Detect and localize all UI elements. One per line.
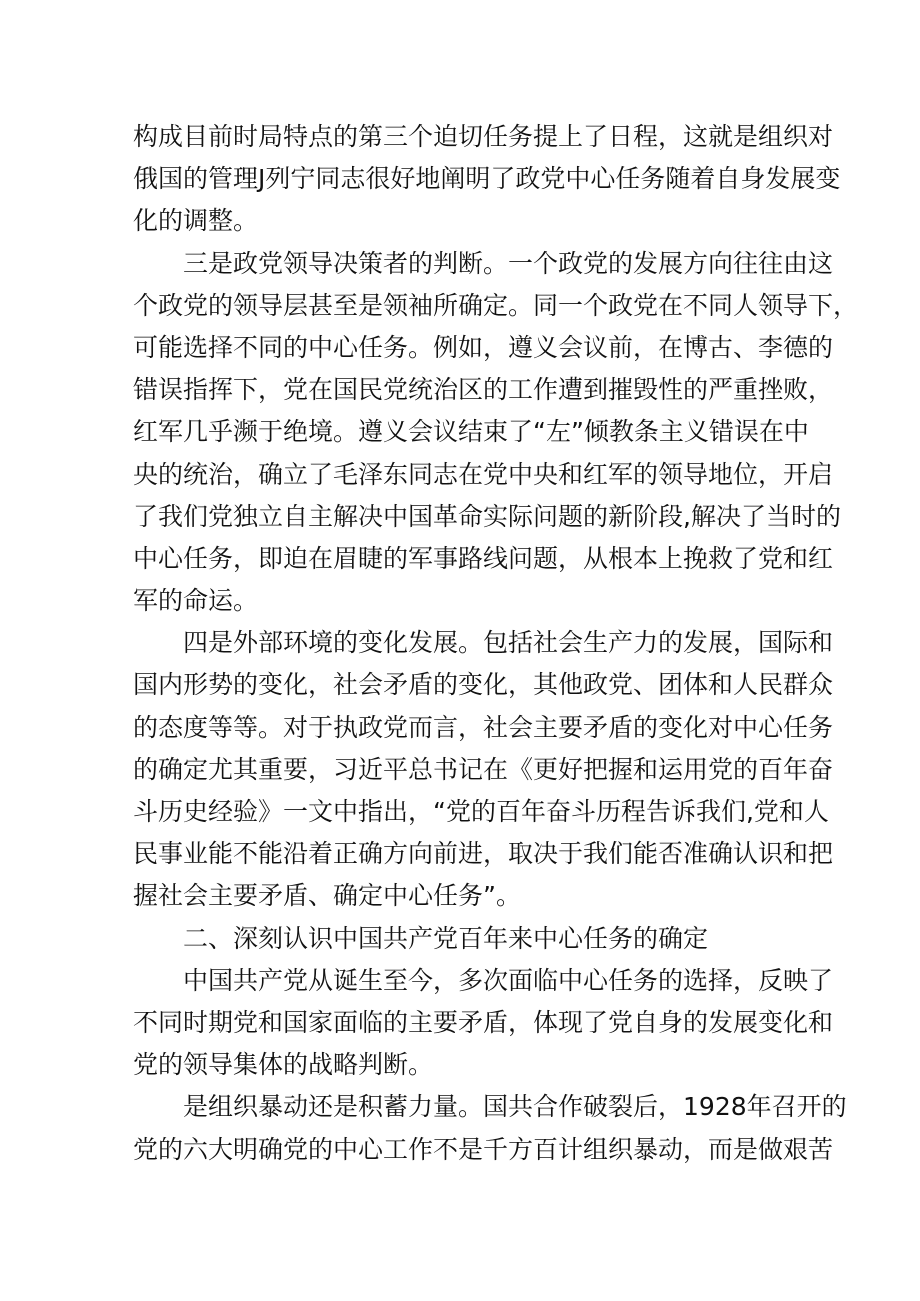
text-line: 红军几乎濒于绝境。遵义会议结束了“左”倾教条主义错误在中 xyxy=(133,417,809,447)
text-line: 的态度等等。对于执政党而言，社会主要矛盾的变化对中心任务 xyxy=(133,712,834,742)
body-text xyxy=(133,116,859,1171)
section-heading: 二、深刻认识中国共产党百年来中心任务的确定 xyxy=(183,923,709,953)
text-line: 中心任务，即迫在眉睫的军事路线问题，从根本上挽救了党和红 xyxy=(133,543,834,573)
text-line: 不同时期党和国家面临的主要矛盾，体现了党自身的发展变化和 xyxy=(133,1007,834,1037)
paragraph-start-line: 中国共产党从诞生至今，多次面临中心任务的选择，反映了 xyxy=(183,965,834,995)
text-line: 党的领导集体的战略判断。 xyxy=(133,1050,434,1080)
text-line: 的确定尤其重要，习近平总书记在《更好把握和运用党的百年奋 xyxy=(133,754,834,784)
text-line: 民事业能不能沿着正确方向前进，取决于我们能否准确认识和把 xyxy=(133,839,834,869)
text-line: 错误指挥下，党在国民党统治区的工作遭到摧毁性的严重挫败， xyxy=(133,375,834,405)
paragraph-start-line: 是组织暴动还是积蓄力量。国共合作破裂后，1928年召开的 xyxy=(183,1092,847,1122)
text-line: 化的调整。 xyxy=(133,206,259,236)
text-line: 军的命运。 xyxy=(133,586,259,616)
text-line: 央的统治，确立了毛泽东同志在党中央和红军的领导地位，开启 xyxy=(133,459,834,489)
text-line: 俄国的管理J列宁同志很好地阐明了政党中心任务随着自身发展变 xyxy=(133,164,841,194)
text-line: 党的六大明确党的中心工作不是千方百计组织暴动，而是做艰苦 xyxy=(133,1134,834,1164)
paragraph-start-line: 三是政党领导决策者的判断。一个政党的发展方向往往由这 xyxy=(183,248,834,278)
text-line: 构成目前时局特点的第三个迫切任务提上了日程，这就是组织对 xyxy=(133,122,834,151)
text-line: 可能选择不同的中心任务。例如，遵义会议前，在博古、李德的 xyxy=(133,332,834,362)
text-line: 握社会主要矛盾、确定中心任务”。 xyxy=(133,881,521,911)
text-line: 个政党的领导层甚至是领袖所确定。同一个政党在不同人领导下， xyxy=(133,290,859,320)
text-line: 斗历史经验》一文中指出，“党的百年奋斗历程告诉我们,党和人 xyxy=(133,797,829,826)
text-line: 了我们党独立自主解决中国革命实际问题的新阶段,解决了当时的 xyxy=(133,501,841,531)
text-line: 国内形势的变化，社会矛盾的变化，其他政党、团体和人民群众 xyxy=(133,670,834,700)
paragraph-start-line: 四是外部环境的变化发展。包括社会生产力的发展，国际和 xyxy=(183,628,834,658)
